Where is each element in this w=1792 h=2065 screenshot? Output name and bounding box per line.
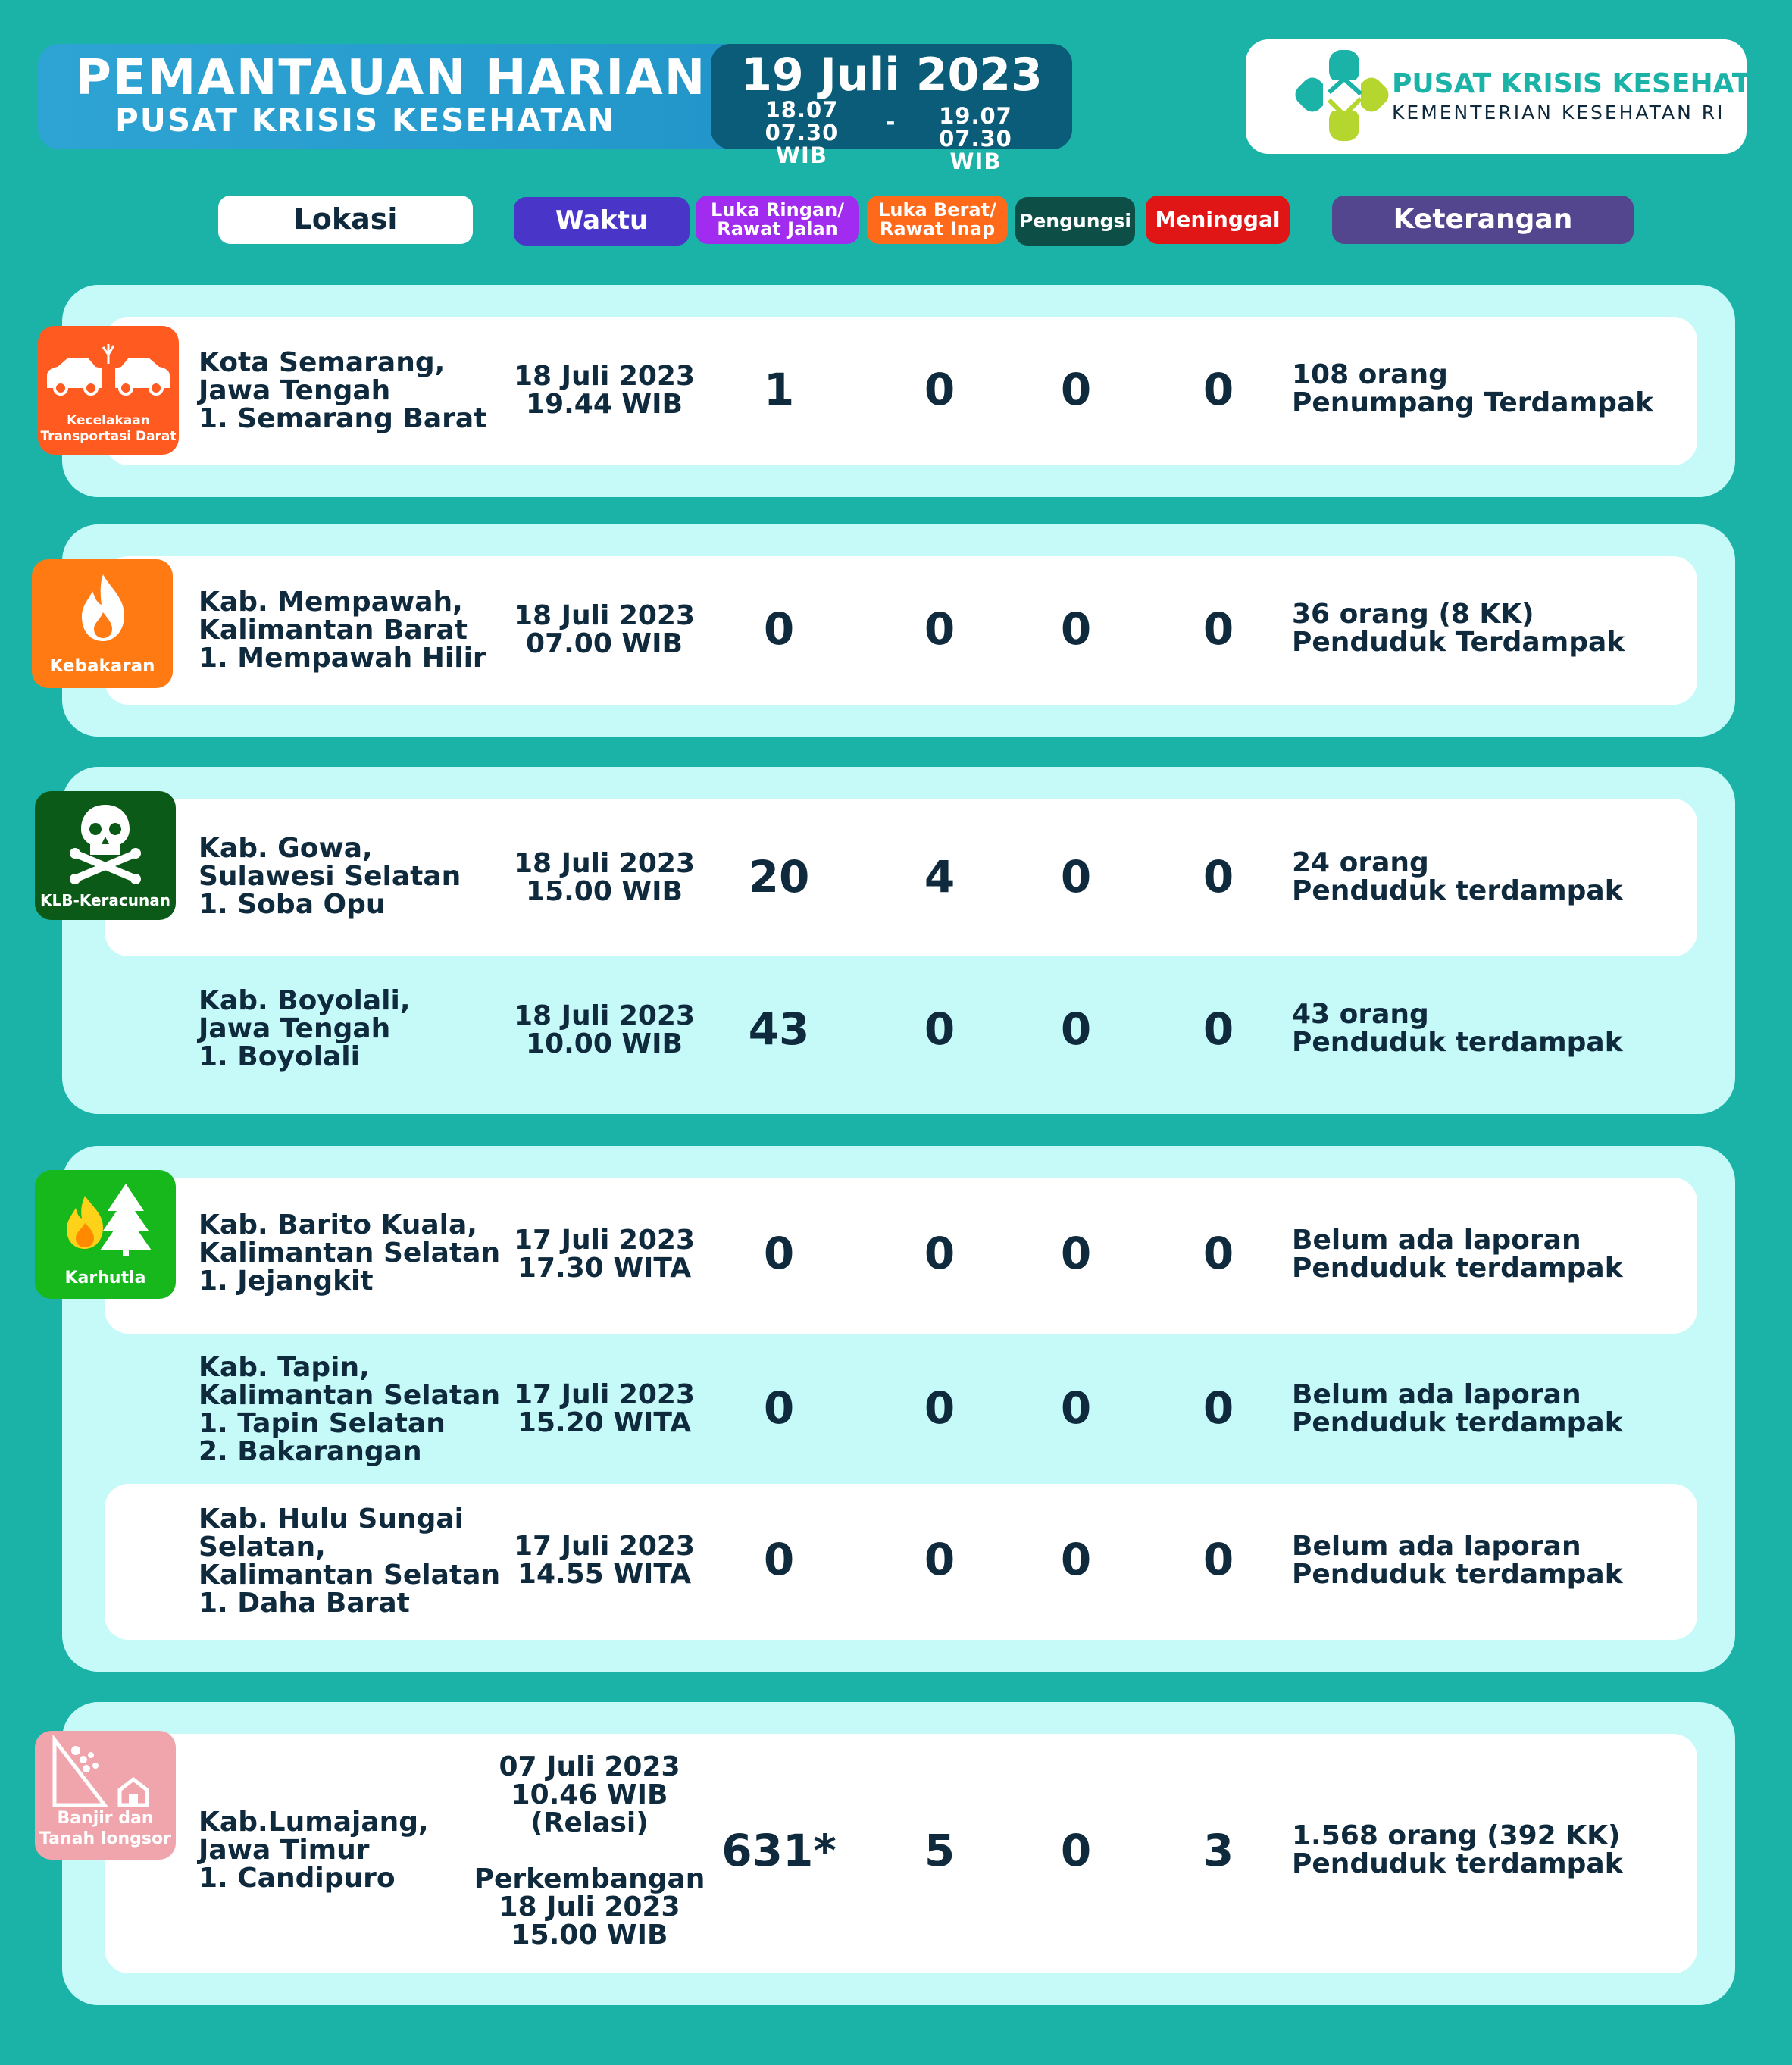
row-meninggal: 0 [1202,851,1234,903]
category-keracunan [35,791,176,920]
landslide-icon [50,1737,164,1810]
row-luka-berat: 0 [924,603,955,655]
row-luka-berat: 0 [924,1228,955,1279]
row-keterangan: 43 orang Penduduk terdampak [1292,999,1623,1058]
logo-subtitle: KEMENTERIAN KESEHATAN RI [1392,102,1725,124]
row-lokasi: Kab. Barito Kuala, Kalimantan Selatan 1. Jejangkit [199,1209,501,1297]
row-pengungsi: 0 [1060,1228,1092,1279]
row-luka-ringan: 0 [763,1382,795,1434]
row-meninggal: 0 [1202,603,1234,655]
category-label: Banjir dan Tanah longsor [39,1809,171,1848]
category-label: KLB-Keracunan [40,891,170,909]
row-meninggal: 0 [1202,1003,1234,1055]
row-pengungsi: 0 [1060,364,1092,415]
col-header-luka-berat: Luka Berat/ Rawat Inap [867,196,1008,244]
row-waktu: 18 Juli 2023 10.00 WIB [513,1000,696,1059]
col-header-lokasi: Lokasi [218,196,473,244]
row-luka-ringan: 0 [763,1228,795,1279]
skull-crossbones-icon [67,802,143,885]
row-lokasi: Kab.Lumajang, Jawa Timur 1. Candipuro [199,1807,429,1894]
row-keterangan: 108 orang Penumpang Terdampak [1292,359,1654,418]
category-label: Kecelakaan Transportasi Darat [40,413,177,444]
category-transportasi [38,326,179,455]
row-luka-ringan: 0 [763,1534,795,1585]
category-label: Karhutla [64,1268,146,1287]
row-keterangan: Belum ada laporan Penduduk terdampak [1292,1225,1623,1284]
row-luka-berat: 0 [924,1534,955,1585]
row-waktu: 18 Juli 2023 19.44 WIB [513,361,696,420]
row-keterangan: 36 orang (8 KK) Penduduk Terdampak [1292,599,1625,658]
row-lokasi: Kab. Boyolali, Jawa Tengah 1. Boyolali [199,985,411,1072]
row-meninggal: 0 [1202,1534,1234,1585]
row-luka-ringan: 631* [721,1825,837,1876]
row-keterangan: Belum ada laporan Penduduk terdampak [1292,1531,1623,1590]
row-pengungsi: 0 [1060,1003,1092,1055]
row-waktu: 17 Juli 2023 17.30 WITA [513,1225,696,1284]
row-waktu: 17 Juli 2023 15.20 WITA [513,1379,696,1438]
row-luka-ringan: 20 [748,851,810,903]
row-meninggal: 0 [1202,1228,1234,1279]
row-luka-berat: 5 [924,1825,955,1876]
category-label: Kebakaran [49,656,155,677]
category-kebakaran [32,559,173,688]
plus-cross-logo-icon [1291,47,1390,145]
logo [1246,39,1792,154]
row-luka-berat: 0 [924,364,955,415]
row-keterangan: 24 orang Penduduk terdampak [1292,847,1623,906]
row-waktu: 18 Juli 2023 15.00 WIB [513,848,696,907]
row-waktu: 17 Juli 2023 14.55 WITA [513,1531,696,1590]
row-luka-berat: 0 [924,1382,955,1434]
row-keterangan: 1.568 orang (392 KK) Penduduk terdampak [1292,1820,1623,1879]
row-lokasi: Kab. Gowa, Sulawesi Selatan 1. Soba Opu [199,833,461,920]
logo-title: PUSAT KRISIS KESEHATAN [1392,68,1792,99]
category-longsor [35,1731,176,1860]
fire-icon [74,571,132,644]
row-pengungsi: 0 [1060,1825,1092,1876]
header-banner [38,44,1072,174]
row-luka-ringan: 0 [763,603,795,655]
page-title: PEMANTAUAN HARIAN [76,50,707,106]
row-luka-ringan: 1 [763,364,795,415]
report-date: 19 Juli 2023 [740,48,1043,102]
row-lokasi: Kab. Hulu Sungai Selatan, Kalimantan Selatan 1. Daha Barat [199,1503,501,1619]
car-crash-icon [38,341,179,402]
row-meninggal: 0 [1202,364,1234,415]
col-header-pengungsi: Pengungsi [1015,197,1135,246]
row-meninggal: 0 [1202,1382,1234,1434]
row-pengungsi: 0 [1060,851,1092,903]
report-date-box [711,44,1072,174]
range-end: 19.07 07.30 WIB [939,103,1012,174]
row-lokasi: Kota Semarang, Jawa Tengah 1. Semarang Barat [199,347,487,434]
row-waktu: 18 Juli 2023 07.00 WIB [513,600,696,659]
col-header-keterangan: Keterangan [1332,196,1634,244]
row-keterangan: Belum ada laporan Penduduk terdampak [1292,1379,1623,1438]
category-karhutla [35,1170,176,1299]
page-subtitle: PUSAT KRISIS KESEHATAN [115,102,616,139]
row-waktu: 07 Juli 2023 10.46 WIB (Relasi) Perkembangan 18 Juli 2023 15.00 WIB [474,1751,705,1951]
range-separator: - [886,109,896,136]
col-header-meninggal: Meninggal [1146,196,1290,244]
range-start: 18.07 07.30 WIB [765,97,839,168]
row-meninggal: 3 [1202,1825,1234,1876]
col-header-luka-ringan: Luka Ringan/ Rawat Jalan [696,196,859,244]
row-pengungsi: 0 [1060,1382,1092,1434]
row-luka-ringan: 43 [748,1003,810,1055]
row-luka-berat: 4 [924,851,955,903]
forest-fire-icon [62,1181,150,1256]
row-pengungsi: 0 [1060,603,1092,655]
col-header-waktu: Waktu [514,197,690,246]
row-lokasi: Kab. Tapin, Kalimantan Selatan 1. Tapin Selatan 2. Bakarangan [199,1352,501,1467]
row-lokasi: Kab. Mempawah, Kalimantan Barat 1. Mempawah Hilir [199,587,486,674]
row-luka-berat: 0 [924,1003,955,1055]
row-pengungsi: 0 [1060,1534,1092,1585]
